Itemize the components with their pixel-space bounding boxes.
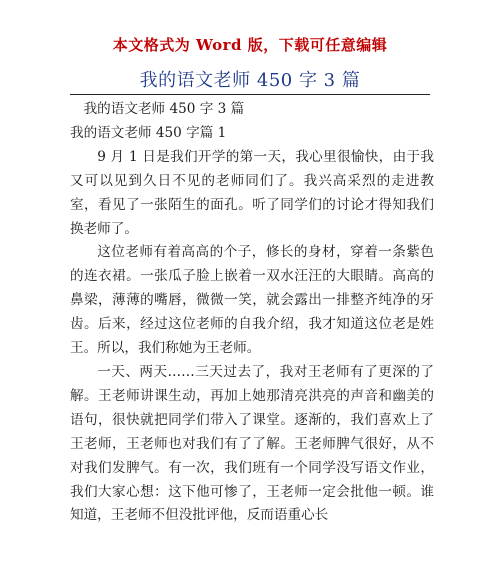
body-paragraph: 9 月 1 日是我们开学的第一天，我心里很愉快，由于我又可以见到久日不见的老师同们了。我兴高采烈的走进教室，看见了一张陌生的面孔。听了同学们的讨论才得知我们换老师了。 [70,148,434,237]
body-paragraph: 这位老师有着高高的个子，修长的身材，穿着一条紫色的连衣裙。一张瓜子脸上嵌着一双水汪汪的大眼睛。高高的鼻梁，薄薄的嘴唇，微微一笑，就会露出一排整齐纯净的牙齿。后来，经过这位老师的自我介绍，我才知道这位老是姓王。所以，我们称她为王老师。 [70,244,434,357]
download-banner: 本文格式为 Word 版，下载可任意编辑 [112,36,388,54]
subtitle-line: 我的语文老师 450 字 3 篇 [83,101,245,117]
document-title: 我的语文老师 450 字 3 篇 [139,70,361,91]
section-heading: 我的语文老师 450 字篇 1 [70,124,227,141]
body-paragraph: 一天、两天……三天过去了，我对王老师有了更深的了解。王老师讲课生动，再加上她那清亮洪亮的声音和幽美的语句，很快就把同学们带入了课堂。逐渐的，我们喜欢上了王老师，王老师也对我们有了了解。王老师脾气很好，从不对我们发脾气。有一次，我们班有一个同学没写语文作业，我们大家心想：这下他可惨了，王老师一定会批他一顿。谁知道，王老师不但没批评他，反而语重心长 [70,363,434,524]
title-divider [70,94,430,95]
document-body [70,98,434,528]
